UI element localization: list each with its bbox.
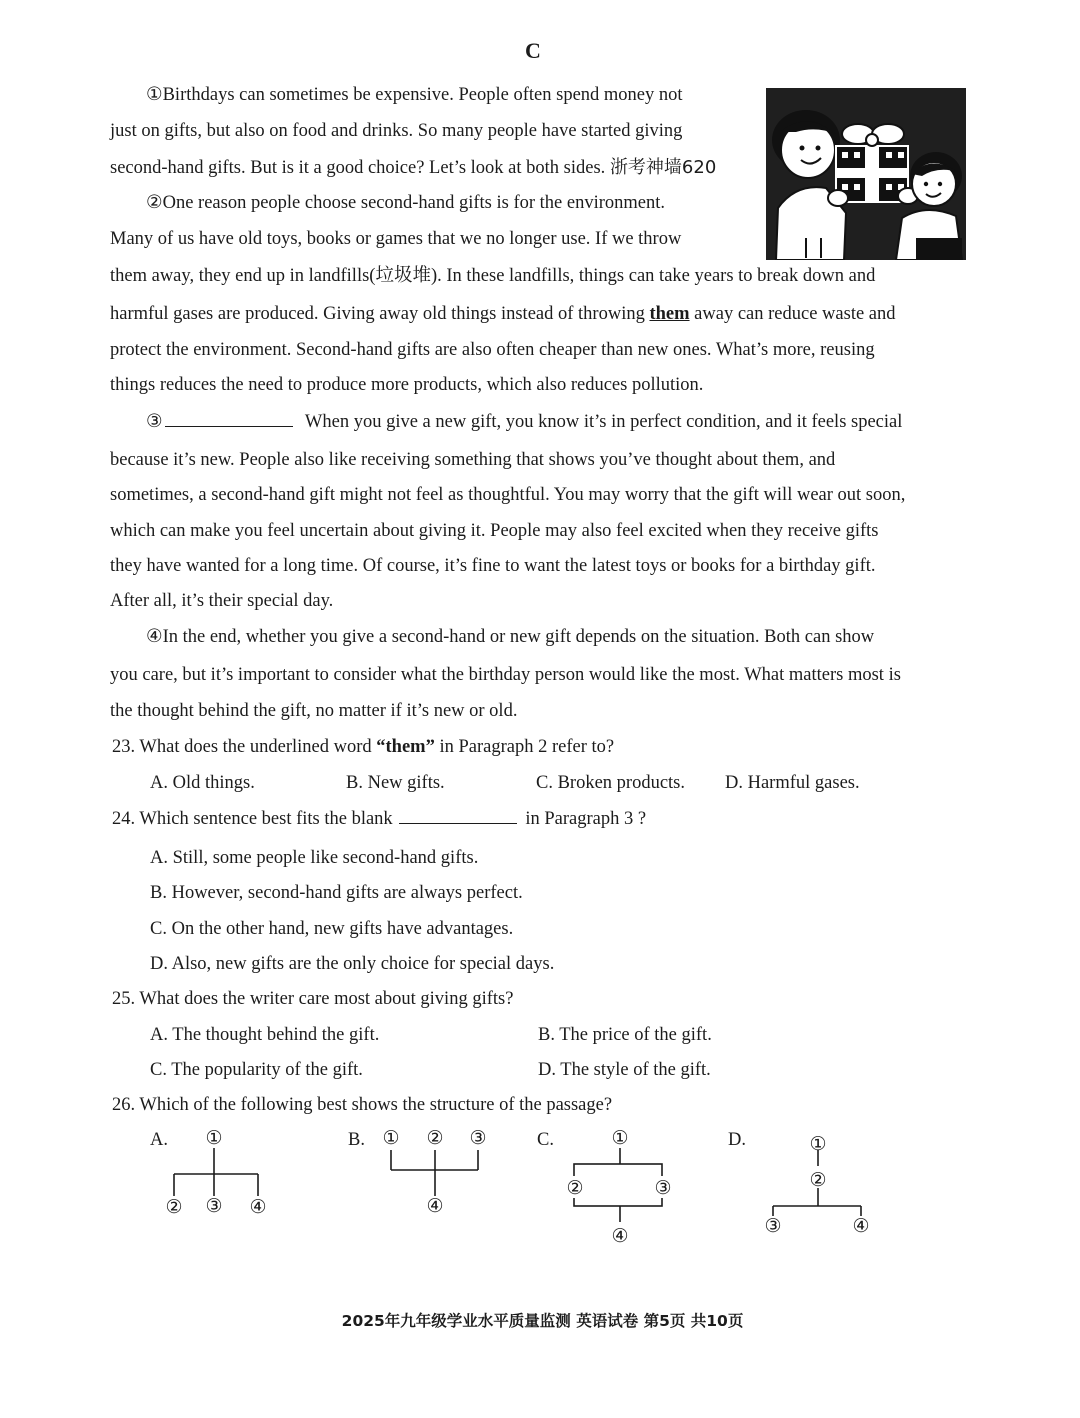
q26-option-b-label[interactable]: B.	[348, 1130, 365, 1150]
svg-text:①: ①	[611, 1127, 629, 1149]
structure-diagram-b	[375, 1124, 495, 1224]
paragraph-2-line-1: ②One reason people choose second-hand gifts is for the environment.	[146, 193, 666, 213]
paragraph-3-line-5: they have wanted for a long time. Of course, it’s fine to want the latest toys or books for a birthday gift.	[110, 556, 876, 576]
paragraph-1-line-2: just on gifts, but also on food and drinks. So many people have started giving	[110, 121, 683, 141]
structure-diagram-d	[755, 1126, 885, 1246]
svg-text:④: ④	[611, 1225, 629, 1247]
q23-option-a[interactable]: A. Old things.	[150, 773, 255, 793]
svg-text:③: ③	[205, 1195, 223, 1217]
question-24: 24. Which sentence best fits the blank in Paragraph 3 ?	[112, 809, 647, 829]
q24-option-c[interactable]: C. On the other hand, new gifts have advantages.	[150, 919, 514, 939]
question-26: 26. Which of the following best shows the structure of the passage?	[112, 1095, 613, 1115]
paragraph-3-line-1: ③ When you give a new gift, you know it’s in perfect condition, and it feels special	[146, 412, 903, 432]
svg-text:①: ①	[809, 1133, 827, 1155]
svg-text:①: ①	[205, 1127, 223, 1149]
watermark: 浙考神墙620	[609, 157, 717, 178]
q24-option-d[interactable]: D. Also, new gifts are the only choice for special days.	[150, 954, 555, 974]
paragraph-1-line-3: second-hand gifts. But is it a good choice? Let’s look at both sides. 浙考神墙620	[110, 157, 717, 178]
structure-diagram-a	[160, 1124, 280, 1224]
q26-option-c-label[interactable]: C.	[537, 1130, 554, 1150]
svg-text:②: ②	[426, 1127, 444, 1149]
paragraph-4-line-2: you care, but it’s important to consider what the birthday person would like the most. What matters most is	[110, 665, 901, 685]
paragraph-4-line-3: the thought behind the gift, no matter if it’s new or old.	[110, 701, 518, 721]
q26-option-d-label[interactable]: D.	[728, 1130, 746, 1150]
gift-exchange-illustration	[766, 88, 966, 260]
paragraph-2-line-4: harmful gases are produced. Giving away old things instead of throwing them away can reduce waste and	[110, 304, 896, 324]
paragraph-3-line-2: because it’s new. People also like receiving something that shows you’ve thought about them, and	[110, 450, 836, 470]
paragraph-2-line-2: Many of us have old toys, books or games that we no longer use. If we throw	[110, 229, 682, 249]
q25-option-a[interactable]: A. The thought behind the gift.	[150, 1025, 380, 1045]
svg-text:②: ②	[566, 1177, 584, 1199]
paragraph-3-line-4: which can make you feel uncertain about giving it. People may also feel excited when they receive gifts	[110, 521, 879, 541]
q25-option-c[interactable]: C. The popularity of the gift.	[150, 1060, 363, 1080]
paragraph-3-line-3: sometimes, a second-hand gift might not feel as thoughtful. You may worry that the gift will wear out soon,	[110, 485, 906, 505]
paragraph-1-line-1: ①Birthdays can sometimes be expensive. People often spend money not	[146, 85, 683, 105]
svg-text:③: ③	[764, 1215, 782, 1237]
q26-option-a-label[interactable]: A.	[150, 1130, 168, 1150]
svg-text:②: ②	[165, 1196, 183, 1218]
svg-text:④: ④	[249, 1196, 267, 1218]
q24-blank	[399, 823, 517, 824]
q25-option-b[interactable]: B. The price of the gift.	[538, 1025, 712, 1045]
svg-text:①: ①	[382, 1127, 400, 1149]
svg-text:②: ②	[809, 1169, 827, 1191]
svg-text:③: ③	[469, 1127, 487, 1149]
structure-diagram-c	[558, 1124, 688, 1252]
underlined-word-them: them	[649, 304, 690, 324]
svg-text:④: ④	[852, 1215, 870, 1237]
q23-option-d[interactable]: D. Harmful gases.	[725, 773, 860, 793]
paragraph-3-line-6: After all, it’s their special day.	[110, 591, 334, 611]
paragraph-4-line-1: ④In the end, whether you give a second-hand or new gift depends on the situation. Both can show	[146, 627, 875, 647]
question-25: 25. What does the writer care most about giving gifts?	[112, 989, 514, 1009]
q23-option-c[interactable]: C. Broken products.	[536, 773, 686, 793]
paragraph-2-line-3: them away, they end up in landfills(垃圾堆). In these landfills, things can take years to break down and	[110, 266, 876, 286]
svg-text:④: ④	[426, 1195, 444, 1217]
q24-option-a[interactable]: A. Still, some people like second-hand gifts.	[150, 848, 479, 868]
answer-blank	[165, 426, 293, 427]
page-footer: 2025年九年级学业水平质量监测 英语试卷 第5页 共10页	[341, 1312, 744, 1330]
question-23: 23. What does the underlined word “them” in Paragraph 2 refer to?	[112, 737, 615, 757]
q23-option-b[interactable]: B. New gifts.	[346, 773, 445, 793]
paragraph-2-line-6: things reduces the need to produce more products, which also reduces pollution.	[110, 375, 704, 395]
q25-option-d[interactable]: D. The style of the gift.	[538, 1060, 711, 1080]
svg-text:③: ③	[654, 1177, 672, 1199]
q24-option-b[interactable]: B. However, second-hand gifts are always perfect.	[150, 883, 523, 903]
paragraph-2-line-5: protect the environment. Second-hand gifts are also often cheaper than new ones. What’s more, reusing	[110, 340, 875, 360]
section-letter: C	[525, 38, 541, 63]
